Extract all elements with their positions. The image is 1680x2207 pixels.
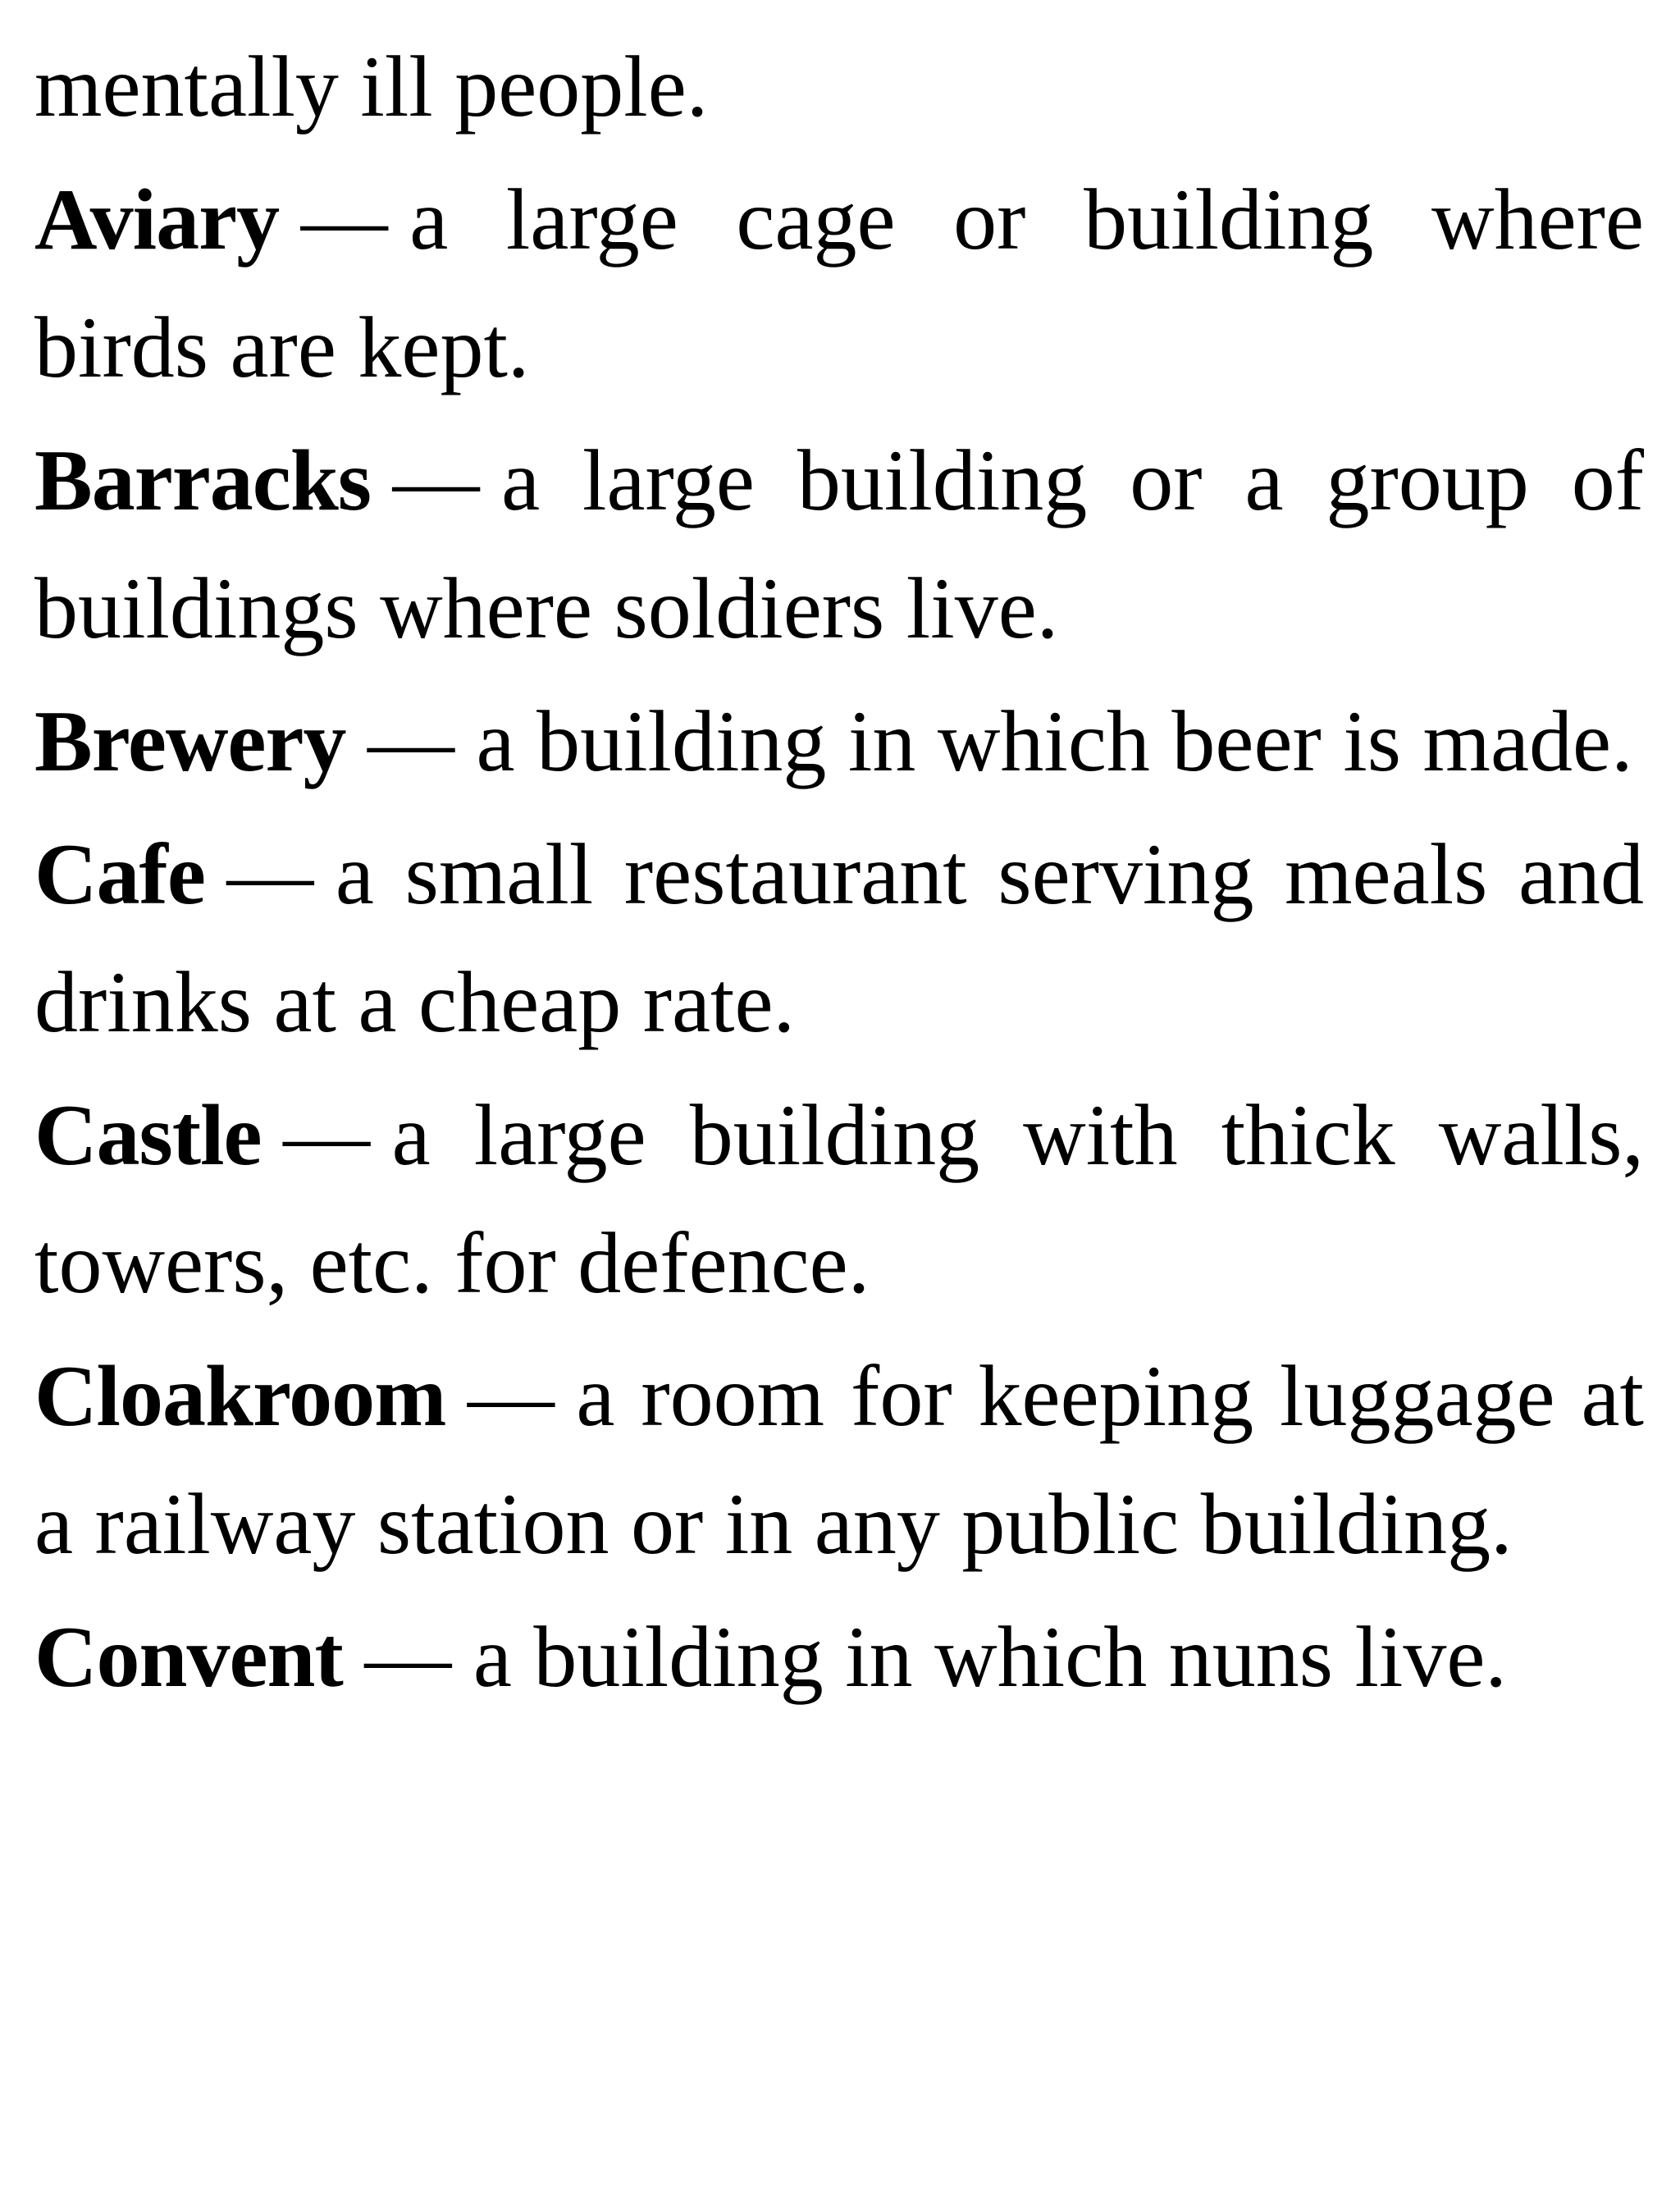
entry-term: Castle (34, 1087, 262, 1183)
entry-definition: a large cage or building where birds are kept. (34, 171, 1644, 395)
entry-definition: a room for keeping luggage at a railway station or in any public building. (34, 1348, 1644, 1572)
entry-term: Aviary (34, 171, 280, 267)
entry-definition: a small restaurant serving meals and drinks at a cheap rate. (34, 826, 1644, 1050)
entry-definition: a building in which beer is made. (476, 693, 1633, 789)
dictionary-page (34, 23, 1644, 1721)
entry-definition: a large building with thick walls, towers, etc. for defence. (34, 1087, 1644, 1311)
entry-cloakroom (34, 1332, 1644, 1588)
entry-cafe (34, 811, 1644, 1067)
entry-convent (34, 1593, 1644, 1721)
entry-brewery (34, 678, 1644, 806)
entry-aviary (34, 156, 1644, 412)
continuation-line (34, 23, 1644, 151)
entry-dash: — (364, 1609, 452, 1705)
entry-dash: — (226, 826, 314, 922)
entry-term: Brewery (34, 693, 346, 789)
entry-term: Barracks (34, 432, 372, 528)
entry-term: Cafe (34, 826, 205, 922)
continuation-text: mentally ill people. (34, 39, 709, 135)
entry-castle (34, 1072, 1644, 1327)
entry-definition: a building in which nuns live. (472, 1609, 1507, 1705)
entry-dash: — (283, 1087, 371, 1183)
entry-term: Cloakroom (34, 1348, 446, 1444)
entry-dash: — (368, 693, 455, 789)
entry-definition: a large building or a group of buildings where soldiers live. (34, 432, 1644, 656)
entry-term: Convent (34, 1609, 343, 1705)
entry-dash: — (300, 171, 388, 267)
entry-dash: — (392, 432, 480, 528)
entry-dash: — (467, 1348, 555, 1444)
entry-barracks (34, 417, 1644, 673)
